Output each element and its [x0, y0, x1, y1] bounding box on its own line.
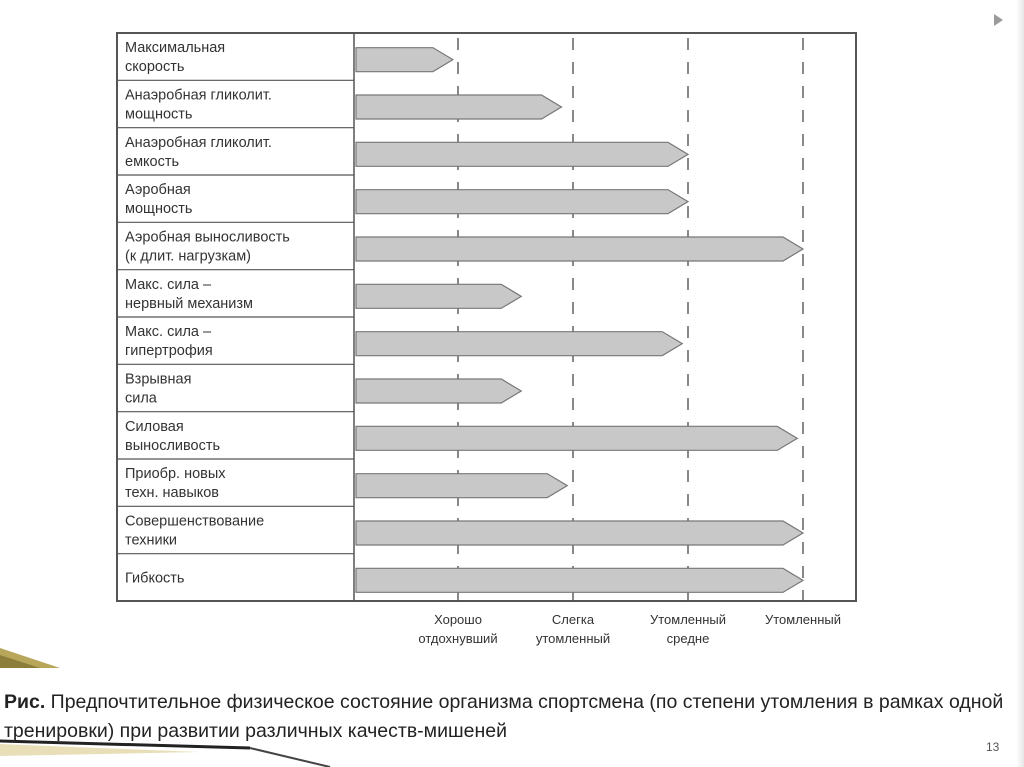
category-label: Гибкость — [125, 570, 185, 587]
category-label: выносливость — [125, 437, 221, 454]
category-label: Анаэробная гликолит. — [125, 87, 272, 104]
slide-number: 13 — [986, 740, 1000, 754]
x-tick-label: средне — [666, 631, 710, 646]
bar — [356, 95, 562, 119]
x-tick-label: Утомленный — [764, 612, 842, 627]
category-label: Взрывная — [125, 371, 192, 388]
category-label: мощность — [125, 106, 193, 123]
category-label: гипертрофия — [125, 343, 213, 360]
bar — [356, 521, 803, 545]
category-label: емкость — [125, 153, 180, 170]
category-label: Совершенствование — [125, 513, 265, 530]
category-label: Силовая — [125, 418, 184, 435]
x-tick-label: Хорошо — [434, 612, 482, 627]
category-label: Макс. сила – — [125, 276, 212, 293]
category-label: Приобр. новых — [125, 466, 226, 483]
category-label: (к длит. нагрузкам) — [125, 248, 251, 265]
bar — [356, 332, 682, 356]
x-tick-label: Слегка — [551, 612, 595, 627]
bar — [356, 237, 803, 261]
bar — [356, 426, 797, 450]
bar — [356, 379, 521, 403]
bar — [356, 48, 453, 72]
corner-decoration — [0, 0, 340, 767]
caption-prefix: Рис. — [4, 691, 46, 713]
category-label: техн. навыков — [125, 485, 220, 502]
bar — [356, 474, 567, 498]
category-label: Максимальная — [125, 40, 226, 57]
category-label: сила — [125, 390, 157, 407]
category-label: Аэробная — [125, 182, 191, 199]
x-tick-label: отдохнувший — [418, 631, 498, 646]
x-tick-label: Утомленный — [649, 612, 727, 627]
category-label: Макс. сила – — [125, 324, 212, 341]
bar — [356, 568, 803, 592]
category-label: Аэробная выносливость — [125, 229, 290, 246]
category-label: Анаэробная гликолит. — [125, 134, 272, 151]
bar — [356, 284, 521, 308]
category-label: скорость — [125, 59, 185, 76]
bar — [356, 142, 688, 166]
category-label: нервный механизм — [125, 295, 253, 312]
category-label: мощность — [125, 201, 193, 218]
x-tick-label: утомленный — [535, 631, 611, 646]
caption-text: Предпочтительное физическое состояние организма спортсмена (по степени утомления в рамках одной тренировки) при развитии различных качеств-мишеней — [4, 691, 1004, 742]
category-label: техники — [125, 532, 178, 549]
figure-caption — [4, 688, 1004, 746]
bar — [356, 190, 688, 214]
